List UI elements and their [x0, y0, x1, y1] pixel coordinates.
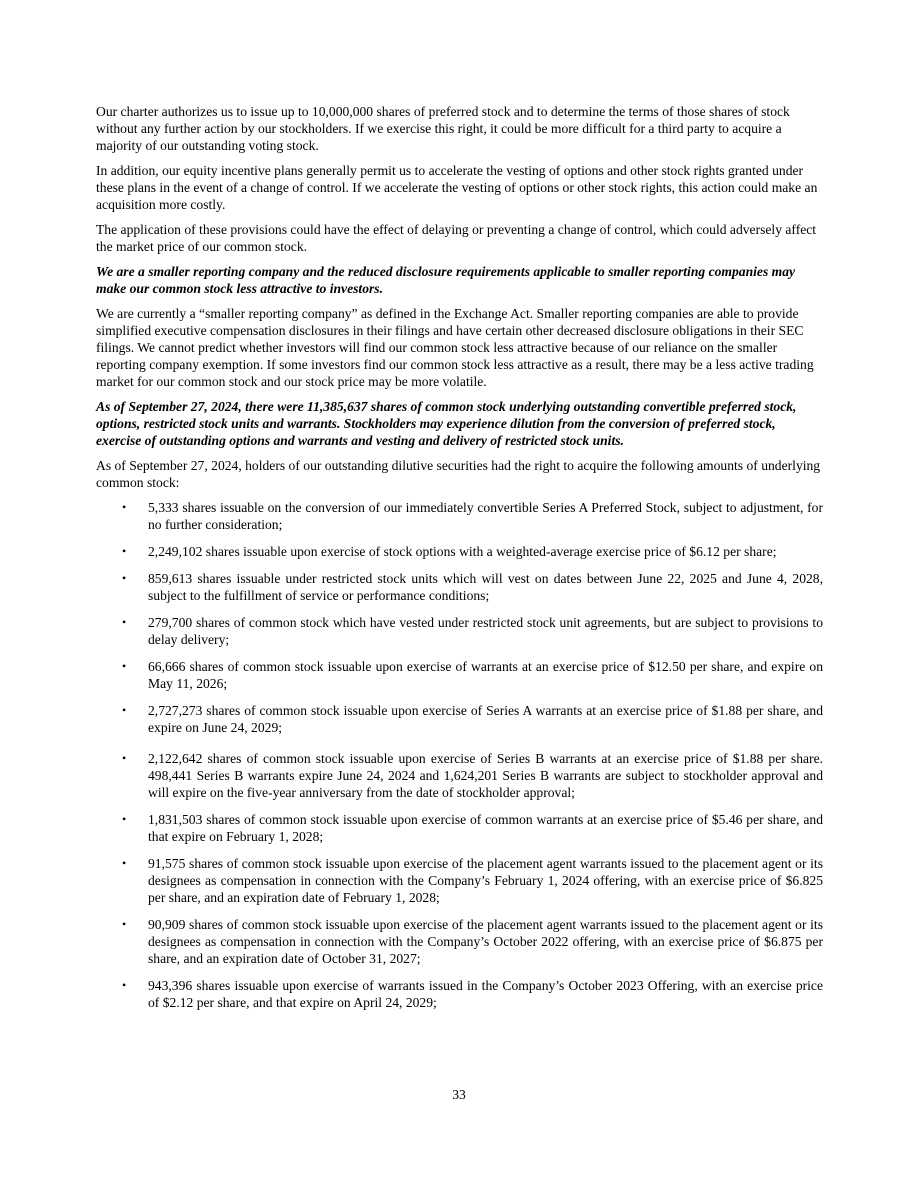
- list-item-text: 2,727,273 shares of common stock issuable upon exercise of Series A warrants at an exercise price of $1.88 per share, and expire on June 24, 2029;: [148, 703, 823, 735]
- list-item: [96, 855, 823, 906]
- list-item: [96, 977, 823, 1011]
- bullet-icon: •: [122, 856, 127, 870]
- list-item: [96, 750, 823, 801]
- list-item-text: 859,613 shares issuable under restricted stock units which will vest on dates between June 22, 2025 and June 4, 2028, subject to the fulfillment of service or performance conditions;: [148, 571, 823, 603]
- paragraph-preferred-stock: Our charter authorizes us to issue up to 10,000,000 shares of preferred stock and to determine the terms of those shares of stock without any further action by our stockholders. If we exercise this right, it could be more difficult for a third party to acquire a majority of our outstanding voting stock.: [96, 104, 790, 153]
- bullet-icon: •: [122, 500, 127, 514]
- paragraph-smaller-reporting: We are currently a “smaller reporting company” as defined in the Exchange Act. Smaller reporting companies are able to provide simplified executive compensation disclosures in their filings and have certain other decreased disclosure obligations in their SEC filings. We cannot predict whether investors will find our common stock less attractive because of our reliance on the smaller reporting company exemption. If some investors find our common stock less attractive as a result, there may be a less active trading market for our common stock and our stock price may be more volatile.: [96, 306, 814, 389]
- list-item-text: 943,396 shares issuable upon exercise of warrants issued in the Company’s October 2023 Offering, with an exercise price of $2.12 per share, and that expire on April 24, 2029;: [148, 978, 823, 1010]
- paragraph-change-of-control: The application of these provisions could have the effect of delaying or preventing a change of control, which could adversely affect the market price of our common stock.: [96, 222, 817, 254]
- bullet-icon: •: [122, 615, 127, 629]
- list-item: [96, 499, 823, 533]
- bullet-icon: •: [122, 917, 127, 931]
- paragraph-equity-incentive: In addition, our equity incentive plans generally permit us to accelerate the vesting of options and other stock rights granted under these plans in the event of a change of control. If we accelerate the vesting of options or other stock rights, this action could make an acquisition more costly.: [96, 163, 818, 212]
- list-item-text: 91,575 shares of common stock issuable upon exercise of the placement agent warrants issued to the placement agent or its designees as compensation in connection with the Company’s February 1, 2024 offering, with an exercise price of $6.825 per share, and an expiration date of February 1, 2028;: [148, 856, 823, 905]
- list-item: [96, 658, 823, 692]
- risk-heading-dilution: As of September 27, 2024, there were 11,385,637 shares of common stock underlying outstanding convertible preferred stock, options, restricted stock units and warrants. Stockholders may experience dilution from the conversion of preferred stock, exercise of outstanding options and warrants and vesting and delivery of restricted stock units.: [96, 399, 797, 448]
- bullet-icon: •: [122, 812, 127, 826]
- page-number: 33: [452, 1087, 466, 1102]
- list-item-text: 90,909 shares of common stock issuable upon exercise of the placement agent warrants issued to the placement agent or its designees as compensation in connection with the Company’s October 2022 offering, with an exercise price of $6.875 per share, and an expiration date of October 31, 2027;: [148, 917, 823, 966]
- document-page: [96, 103, 823, 1021]
- list-item-text: 279,700 shares of common stock which have vested under restricted stock unit agreements, but are subject to provisions to delay delivery;: [148, 615, 823, 647]
- bullet-icon: •: [122, 571, 127, 585]
- bullet-icon: •: [122, 978, 127, 992]
- bullet-icon: •: [122, 751, 127, 765]
- bullet-icon: •: [122, 703, 127, 717]
- paragraph-dilutive-securities: As of September 27, 2024, holders of our outstanding dilutive securities had the right to acquire the following amounts of underlying common stock:: [96, 458, 821, 490]
- bullet-icon: •: [122, 544, 127, 558]
- list-item: [96, 614, 823, 648]
- dilutive-securities-list: [96, 499, 823, 1011]
- list-item-text: 66,666 shares of common stock issuable upon exercise of warrants at an exercise price of $12.50 per share, and expire on May 11, 2026;: [148, 659, 823, 691]
- list-item: [96, 570, 823, 604]
- bullet-icon: •: [122, 659, 127, 673]
- list-item-text: 1,831,503 shares of common stock issuable upon exercise of common warrants at an exercise price of $5.46 per share, and that expire on February 1, 2028;: [148, 812, 823, 844]
- risk-heading-smaller-reporting: We are a smaller reporting company and the reduced disclosure requirements applicable to smaller reporting companies may make our common stock less attractive to investors.: [96, 264, 796, 296]
- list-item: [96, 543, 823, 560]
- list-item-text: 5,333 shares issuable on the conversion of our immediately convertible Series A Preferred Stock, subject to adjustment, for no further consideration;: [148, 500, 823, 532]
- list-item-text: 2,249,102 shares issuable upon exercise of stock options with a weighted-average exercise price of $6.12 per share;: [148, 544, 777, 559]
- list-item-text: 2,122,642 shares of common stock issuable upon exercise of Series B warrants at an exercise price of $1.88 per share. 498,441 Series B warrants expire June 24, 2024 and 1,624,201 Series B warrants are subject to stockholder approval and will expire on the five-year anniversary from the date of stockholder approval;: [148, 751, 823, 800]
- list-item: [96, 916, 823, 967]
- list-item: [96, 811, 823, 845]
- list-item: [96, 702, 823, 736]
